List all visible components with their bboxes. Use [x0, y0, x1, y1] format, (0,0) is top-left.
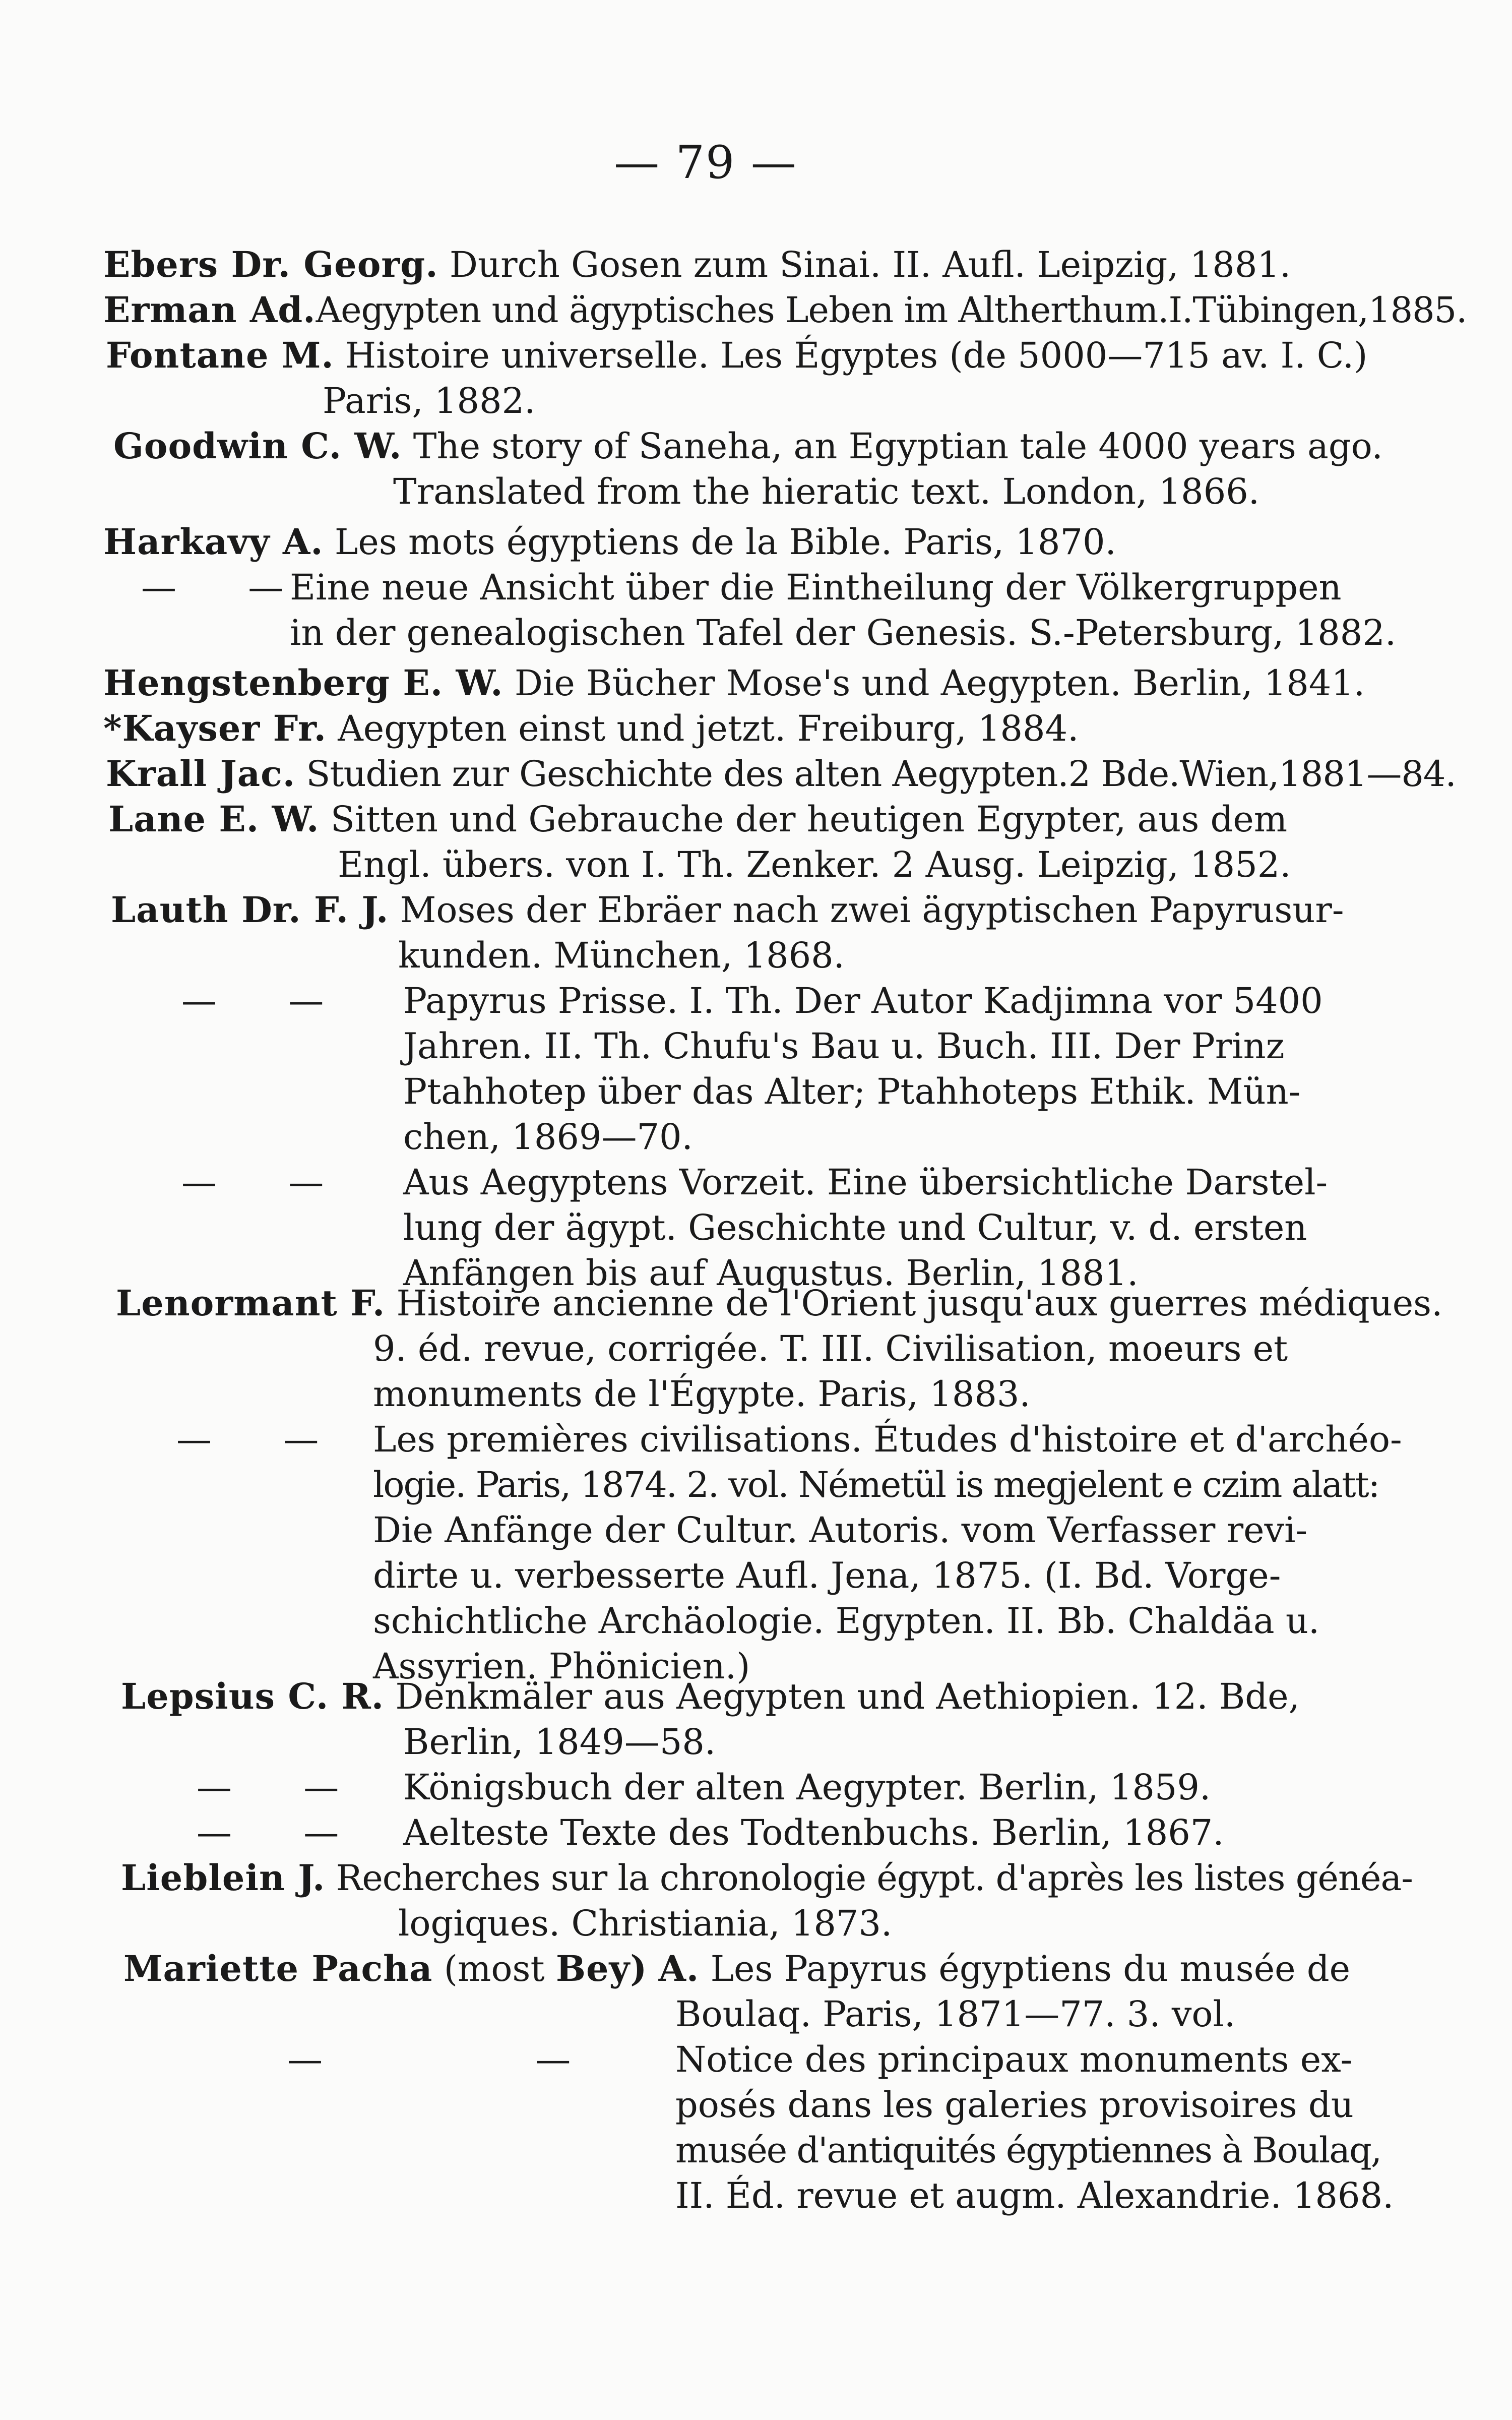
entry-text-cont: posés dans les galeries provisoires du — [675, 2084, 1354, 2126]
entry-fontane — [106, 333, 1367, 378]
entry-lieblein — [121, 1855, 1413, 1901]
entry-text: Papyrus Prisse. I. Th. Der Autor Kadjimna vor 5400 — [403, 980, 1323, 1021]
entry-text-cont: musée d'antiquités égyptiennes à Boulaq, — [675, 2130, 1381, 2171]
entry-text-cont: Assyrien. Phönicien.) — [373, 1646, 750, 1687]
entry-author: Lepsius C. R. — [121, 1675, 385, 1717]
entry-author: Ebers Dr. Georg. — [103, 244, 438, 285]
entry-lepsius — [121, 1674, 1300, 1719]
entry-text-cont: kunden. München, 1868. — [398, 935, 845, 976]
entry-text: Aus Aegyptens Vorzeit. Eine übersichtliche Darstel- — [403, 1162, 1328, 1203]
entry-text-cont: Berlin, 1849—58. — [403, 1721, 716, 1763]
entry-text: Aegypten einst und jetzt. Freiburg, 1884. — [338, 708, 1079, 749]
entry-lenormant — [116, 1281, 1442, 1326]
entry-hengstenberg — [103, 660, 1365, 706]
entry-author: Mariette Pacha — [123, 1948, 433, 1989]
entry-author: Lieblein J. — [121, 1857, 326, 1899]
entry-text: Eine neue Ansicht über die Eintheilung der Völkergruppen — [290, 567, 1342, 608]
entry-author: Krall Jac. — [106, 753, 296, 795]
entry-text: Die Bücher Mose's und Aegypten. Berlin, 1841. — [514, 662, 1365, 704]
entry-text: Histoire universelle. Les Égyptes (de 5000—715 av. I. C.) — [345, 335, 1368, 376]
entry-kayser — [103, 706, 1079, 751]
entry-text: Les premières civilisations. Études d'histoire et d'archéo- — [373, 1419, 1402, 1460]
entry-text-cont: monuments de l'Égypte. Paris, 1883. — [373, 1373, 1031, 1415]
entry-author: Lauth Dr. F. J. — [111, 889, 389, 931]
entry-text: Durch Gosen zum Sinai. II. Aufl. Leipzig, 1881. — [449, 244, 1291, 285]
entry-goodwin — [113, 424, 1383, 469]
entry-author: Hengstenberg E. W. — [103, 662, 503, 704]
entry-text: Histoire ancienne de l'Orient jusqu'aux guerres médiques. — [396, 1283, 1443, 1324]
ditto-dash: — — — [141, 567, 314, 608]
entry-text: Notice des principaux monuments ex- — [675, 2039, 1353, 2080]
entry-text-cont: dirte u. verbesserte Aufl. Jena, 1875. (I. Bd. Vorge- — [373, 1555, 1281, 1596]
entry-text: Studien zur Geschichte des alten Aegypten.2 Bde.Wien,1881—84. — [306, 753, 1456, 795]
entry-harkavy — [103, 519, 1116, 565]
entry-ebers — [103, 242, 1291, 287]
entry-lane — [108, 797, 1287, 842]
entry-text-cont: logie. Paris, 1874. 2. vol. Németül is megjelent e czim alatt: — [373, 1464, 1379, 1505]
ditto-dash: — — — [287, 2039, 672, 2080]
entry-text: Denkmäler aus Aegypten und Aethiopien. 12. Bde, — [395, 1676, 1300, 1717]
entry-text-cont: Ptahhotep über das Alter; Ptahhoteps Ethik. Mün- — [403, 1071, 1301, 1112]
ditto-dash: — — — [197, 1812, 369, 1853]
entry-text: Les Papyrus égyptiens du musée de — [710, 1948, 1351, 1989]
page-number: — 79 — — [614, 136, 797, 189]
entry-text: Moses der Ebräer nach zwei ägyptischen Papyrusur- — [400, 889, 1344, 931]
ditto-dash: — — — [181, 1162, 354, 1203]
entry-author: *Kayser Fr. — [103, 707, 327, 749]
entry-text: Recherches sur la chronologie égypt. d'après les listes généa- — [336, 1857, 1413, 1899]
entry-erman — [103, 287, 1467, 333]
entry-author: Lenormant F. — [116, 1282, 386, 1324]
entry-text-cont: schichtliche Archäologie. Egypten. II. Bb. Chaldäa u. — [373, 1600, 1320, 1642]
entry-author: Erman Ad. — [103, 289, 316, 331]
entry-text-cont: lung der ägypt. Geschichte und Cultur, v. d. ersten — [403, 1207, 1307, 1248]
entry-text: Les mots égyptiens de la Bible. Paris, 1870. — [334, 521, 1116, 563]
entry-text-cont: Paris, 1882. — [323, 380, 536, 421]
entry-author: Bey) — [555, 1948, 648, 1989]
entry-text: The story of Saneha, an Egyptian tale 4000 years ago. — [413, 426, 1383, 467]
entry-text-cont: Die Anfänge der Cultur. Autoris. vom Verfasser revi- — [373, 1509, 1308, 1551]
ditto-dash: — — — [197, 1767, 369, 1808]
entry-text-cont: in der genealogischen Tafel der Genesis. S.-Petersburg, 1882. — [290, 612, 1397, 653]
entry-text: Aegypten und ägyptisches Leben im Altherthum.I.Tübingen,1885. — [316, 289, 1467, 331]
entry-author: Fontane M. — [106, 334, 334, 376]
entry-text: Königsbuch der alten Aegypter. Berlin, 1859. — [403, 1767, 1211, 1808]
entry-lauth — [111, 887, 1344, 933]
entry-text: Aelteste Texte des Todtenbuchs. Berlin, 1867. — [403, 1812, 1224, 1853]
entry-author: Harkavy A. — [103, 521, 324, 563]
entry-text-cont: Jahren. II. Th. Chufu's Bau u. Buch. III. Der Prinz — [403, 1025, 1285, 1067]
entry-text-cont: Translated from the hieratic text. London, 1866. — [393, 471, 1260, 512]
entry-text-cont: Engl. übers. von I. Th. Zenker. 2 Ausg. Leipzig, 1852. — [338, 844, 1291, 885]
entry-mariette — [123, 1946, 1350, 1991]
entry-text: Sitten und Gebrauche der heutigen Egypter, aus dem — [330, 799, 1288, 840]
ditto-dash: — — — [181, 980, 354, 1021]
entry-text-cont: logiques. Christiania, 1873. — [398, 1903, 893, 1944]
entry-author: Lane E. W. — [108, 798, 320, 840]
entry-text-cont: chen, 1869—70. — [403, 1116, 693, 1158]
entry-author-note: (most — [444, 1948, 545, 1989]
ditto-dash: — — — [176, 1419, 349, 1460]
entry-author: A. — [658, 1948, 700, 1989]
entry-text-cont: 9. éd. revue, corrigée. T. III. Civilisation, moeurs et — [373, 1328, 1288, 1369]
entry-krall — [106, 751, 1456, 797]
entry-text-cont: Anfängen bis auf Augustus. Berlin, 1881. — [403, 1252, 1139, 1294]
entry-text-cont: II. Éd. revue et augm. Alexandrie. 1868. — [675, 2175, 1394, 2216]
entry-text-cont: Boulaq. Paris, 1871—77. 3. vol. — [675, 1993, 1236, 2035]
entry-author: Goodwin C. W. — [113, 425, 402, 467]
